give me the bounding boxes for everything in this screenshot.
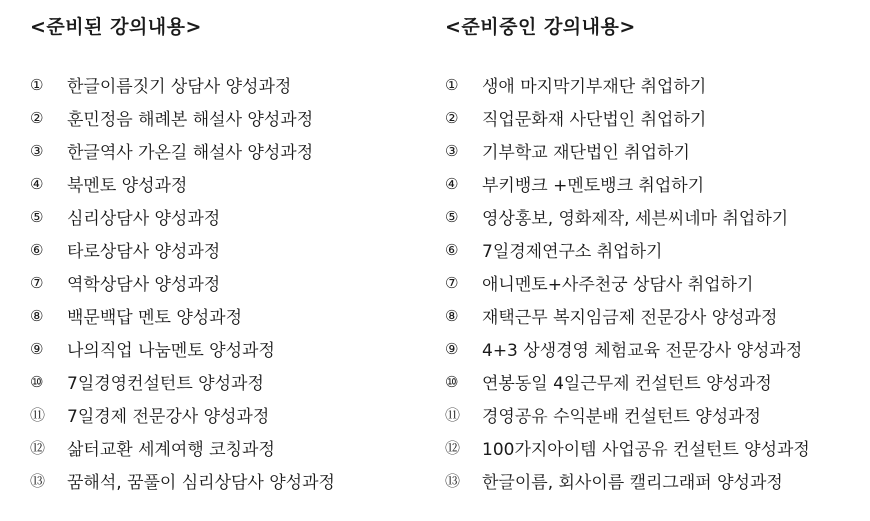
item-number: ⑩ — [445, 372, 459, 391]
list-item — [30, 167, 335, 200]
item-text: 타로상담사 양성과정 — [67, 242, 221, 262]
list-item — [30, 68, 335, 101]
list-item — [30, 266, 335, 299]
item-number: ⑤ — [30, 207, 44, 226]
item-text: 7일경영컨설턴트 양성과정 — [67, 374, 264, 394]
list-item — [445, 167, 810, 200]
item-number: ⑬ — [445, 472, 461, 490]
item-text: 기부학교 재단법인 취업하기 — [482, 143, 690, 163]
item-number: ③ — [30, 141, 44, 160]
list-item — [445, 68, 810, 101]
list-item — [445, 299, 810, 332]
list-item — [445, 332, 810, 365]
item-text: 100가지아이템 사업공유 컨설턴트 양성과정 — [482, 440, 810, 460]
item-number: ⑩ — [30, 372, 44, 391]
list-item — [445, 134, 810, 167]
upcoming-lectures-list — [445, 68, 810, 497]
item-number: ⑫ — [445, 439, 461, 457]
list-item — [445, 233, 810, 266]
item-text: 7일경제 전문강사 양성과정 — [67, 407, 270, 427]
item-text: 연봉동일 4일근무제 컨설턴트 양성과정 — [482, 374, 772, 394]
item-number: ④ — [30, 174, 44, 193]
item-text: 직업문화재 사단법인 취업하기 — [482, 110, 707, 130]
list-item — [30, 134, 335, 167]
item-number: ① — [445, 75, 459, 94]
item-text: 훈민정음 해례본 해설사 양성과정 — [67, 110, 314, 130]
list-item — [30, 332, 335, 365]
item-text: 한글역사 가온길 해설사 양성과정 — [67, 143, 314, 163]
item-text: 부키뱅크 +멘토뱅크 취업하기 — [482, 176, 705, 196]
prepared-lectures-list — [30, 68, 335, 497]
list-item — [445, 200, 810, 233]
item-text: 삶터교환 세계여행 코칭과정 — [67, 440, 275, 460]
upcoming-lectures-heading: <준비중인 강의내용> — [445, 16, 636, 38]
item-number: ⑥ — [30, 240, 44, 259]
list-item — [30, 464, 335, 497]
list-item — [445, 431, 810, 464]
item-text: 애니멘토+사주천궁 상담사 취업하기 — [482, 275, 754, 295]
list-item — [30, 398, 335, 431]
item-number: ⑪ — [445, 406, 461, 424]
list-item — [30, 365, 335, 398]
item-number: ⑬ — [30, 472, 46, 490]
list-item — [445, 266, 810, 299]
item-text: 나의직업 나눔멘토 양성과정 — [67, 341, 275, 361]
prepared-lectures-heading: <준비된 강의내용> — [30, 16, 202, 38]
item-number: ② — [445, 108, 459, 127]
item-text: 한글이름짓기 상담사 양성과정 — [67, 77, 292, 97]
list-item — [445, 101, 810, 134]
item-number: ⑧ — [30, 306, 44, 325]
list-item — [30, 101, 335, 134]
item-text: 심리상담사 양성과정 — [67, 209, 221, 229]
item-text: 재택근무 복지임금제 전문강사 양성과정 — [482, 308, 778, 328]
item-number: ⑥ — [445, 240, 459, 259]
list-item — [445, 464, 810, 497]
item-number: ③ — [445, 141, 459, 160]
item-text: 역학상담사 양성과정 — [67, 275, 221, 295]
list-item — [445, 398, 810, 431]
item-number: ① — [30, 75, 44, 94]
list-item — [30, 200, 335, 233]
item-number: ⑤ — [445, 207, 459, 226]
item-text: 꿈해석, 꿈풀이 심리상담사 양성과정 — [67, 473, 335, 493]
item-number: ⑦ — [30, 273, 44, 292]
item-text: 백문백답 멘토 양성과정 — [67, 308, 243, 328]
item-number: ⑪ — [30, 406, 46, 424]
item-text: 한글이름, 회사이름 캘리그래퍼 양성과정 — [482, 473, 783, 493]
item-text: 북멘토 양성과정 — [67, 176, 188, 196]
item-number: ⑨ — [445, 339, 459, 358]
item-number: ⑦ — [445, 273, 459, 292]
item-text: 7일경제연구소 취업하기 — [482, 242, 663, 262]
list-item — [30, 233, 335, 266]
list-item — [445, 365, 810, 398]
list-item — [30, 431, 335, 464]
item-number: ⑨ — [30, 339, 44, 358]
item-text: 4+3 상생경영 체험교육 전문강사 양성과정 — [482, 341, 803, 361]
item-number: ⑫ — [30, 439, 46, 457]
item-text: 영상홍보, 영화제작, 세븐씨네마 취업하기 — [482, 209, 789, 229]
list-item — [30, 299, 335, 332]
item-number: ② — [30, 108, 44, 127]
item-number: ④ — [445, 174, 459, 193]
item-number: ⑧ — [445, 306, 459, 325]
item-text: 생애 마지막기부재단 취업하기 — [482, 77, 707, 97]
item-text: 경영공유 수익분배 컨설턴트 양성과정 — [482, 407, 761, 427]
